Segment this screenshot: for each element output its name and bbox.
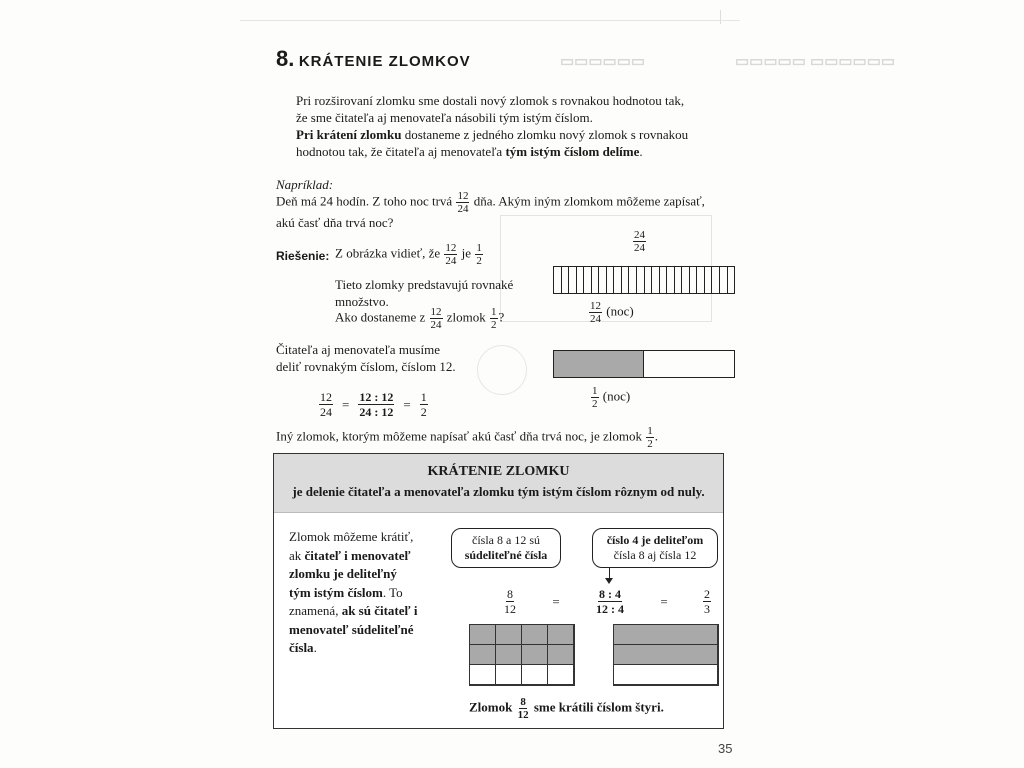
intro-line: hodnotou tak, že čitateľa aj menovateľa tým istým číslom delíme.	[296, 144, 643, 159]
one-half-noc-label: $\frac{1}{2}$ (noc)	[592, 385, 631, 410]
half-shaded-strip	[553, 350, 735, 378]
rule-box-title: KRÁTENIE ZLOMKU	[427, 464, 570, 479]
explanation-line: čísla.	[289, 640, 317, 655]
reduction-equation: $\frac{12}{24}$ = $\frac{12 : 12}{24 : 12}$ = $\frac{1}{2}$	[320, 390, 427, 419]
grid-cell	[614, 645, 718, 665]
three-part-grid	[613, 624, 719, 686]
strip-cell	[584, 267, 592, 293]
explanation-line: menovateľ súdeliteľné	[289, 621, 414, 637]
fraction-1-2: $\frac{1}{2}$	[491, 306, 497, 331]
strip-cell	[728, 267, 735, 293]
example-line: akú časť dňa trvá noc?	[276, 215, 394, 230]
twenty-four-part-strip	[553, 266, 735, 294]
fraction-1-2: $\frac{1}{2}$	[476, 242, 482, 267]
grid-cell	[496, 625, 522, 645]
strip-cell	[697, 267, 705, 293]
box-equation: $\frac{8}{12}$ = $\frac{8 : 4}{12 : 4}$ = $\frac{2}{3}$	[504, 587, 710, 616]
strip-cell	[682, 267, 690, 293]
strip-cell	[712, 267, 720, 293]
bleed-through-decoration: ▭▭▭▭▭▭	[560, 53, 646, 70]
strip-cell	[562, 267, 570, 293]
solution-line: množstvo.	[335, 294, 389, 309]
strip-cell	[660, 267, 668, 293]
intro-line: že sme čitateľa aj menovateľa násobili tým istým číslom.	[296, 110, 593, 125]
grid-cell	[496, 645, 522, 665]
explanation-line: zlomku je deliteľný	[289, 566, 397, 581]
arrow-head	[605, 578, 613, 584]
solution-line: Čitateľa aj menovateľa musíme	[276, 342, 440, 357]
grid-cell	[548, 625, 574, 645]
grid-cell	[522, 645, 548, 665]
grid-cell	[548, 645, 574, 665]
grid-cell	[470, 645, 496, 665]
grid-cell	[614, 625, 718, 645]
solution-line: Z obrázka vidieť, že $\frac{12}{24}$ je $\frac{1}{2}$	[335, 242, 482, 267]
strip-cell	[645, 267, 653, 293]
grid-cell	[522, 625, 548, 645]
explanation-line: tým istým číslom. To	[289, 584, 403, 600]
conclusion-line: Iný zlomok, ktorým môžeme napísať akú časť dňa trvá noc, je zlomok $\frac{1}{2}$ .	[276, 425, 658, 450]
solution-line: deliť rovnakým číslom, číslom 12.	[276, 359, 456, 374]
grid-cell	[522, 665, 548, 685]
solution-line: Tieto zlomky predstavujú rovnaké	[335, 277, 514, 292]
bleed-through-decoration	[720, 10, 721, 24]
solution-label: Riešenie:	[276, 249, 330, 263]
strip-cell	[569, 267, 577, 293]
bleed-through-decoration	[240, 20, 740, 21]
strip-cell	[652, 267, 660, 293]
explanation-line: Zlomok môžeme krátiť,	[289, 529, 414, 544]
unshaded-half	[644, 351, 734, 377]
grid-cell	[496, 665, 522, 685]
intro-line: Pri rozširovaní zlomku sme dostali nový zlomok s rovnakou hodnotou tak,	[296, 93, 685, 108]
strip-cell	[690, 267, 698, 293]
fraction-12-24: $\frac{12}{24}$	[457, 190, 469, 215]
grid-cell	[470, 665, 496, 685]
strip-cell	[629, 267, 637, 293]
rule-box-footer: Zlomok $\frac{8}{12}$ sme krátili číslom štyri.	[469, 696, 664, 721]
strip-cell	[622, 267, 630, 293]
strip-cell	[592, 267, 600, 293]
rule-box-subtitle: je delenie čitateľa a menovateľa zlomku tým istým číslom rôznym od nuly.	[292, 484, 705, 499]
strip-cell	[720, 267, 728, 293]
intro-paragraph	[296, 92, 736, 160]
explanation-line: znamená, ak sú čitateľ i	[289, 603, 418, 618]
page-number: 35	[718, 741, 733, 756]
intro-line: Pri krátení zlomku dostaneme z jedného zlomku nový zlomok s rovnakou	[296, 127, 689, 142]
twelve-24-noc-label: $\frac{12}{24}$ (noc)	[590, 300, 634, 325]
strip-cell	[554, 267, 562, 293]
strip-cell	[667, 267, 675, 293]
grid-cell	[548, 665, 574, 685]
rule-box-header	[274, 454, 723, 513]
chapter-title: KRÁTENIE ZLOMKOV	[298, 53, 471, 70]
fraction-12-24: $\frac{12}{24}$	[445, 242, 457, 267]
fraction-12-24: $\frac{12}{24}$	[430, 306, 442, 331]
grid-cell	[470, 625, 496, 645]
bubble-divisor-four: číslo 4 je deliteľom čísla 8 aj čísla 12	[592, 528, 718, 568]
explanation-line: ak čitateľ i menovateľ	[289, 547, 411, 563]
strip-cell	[705, 267, 713, 293]
bleed-through-decoration: ▭▭▭▭▭ ▭▭▭▭▭▭	[735, 53, 896, 70]
bubble-common-divisor: čísla 8 a 12 sú súdeliteľné čísla	[451, 528, 561, 568]
strip-cell	[614, 267, 622, 293]
strip-cell	[675, 267, 683, 293]
strip-cell	[577, 267, 585, 293]
grid-cell	[614, 665, 718, 685]
strip-cell	[607, 267, 615, 293]
chapter-number: 8.	[276, 46, 295, 71]
fraction-24-24-label: $\frac{24}{24}$	[634, 229, 645, 254]
strip-cell	[637, 267, 645, 293]
solution-line: Ako dostaneme z $\frac{12}{24}$ zlomok $\frac{1}{2}$ ?	[335, 306, 505, 331]
shaded-half	[554, 351, 644, 377]
example-line: Deň má 24 hodín. Z toho noc trvá $\frac{12}{24}$ dňa. Akým iným zlomkom môžeme zapísať,	[276, 190, 705, 215]
twelve-part-grid	[469, 624, 575, 686]
strip-cell	[599, 267, 607, 293]
page-title	[276, 46, 471, 72]
rule-box	[273, 453, 724, 729]
rule-box-explanation	[289, 528, 419, 658]
bleed-through-decoration	[477, 345, 527, 395]
example-heading: Napríklad:	[276, 177, 334, 192]
